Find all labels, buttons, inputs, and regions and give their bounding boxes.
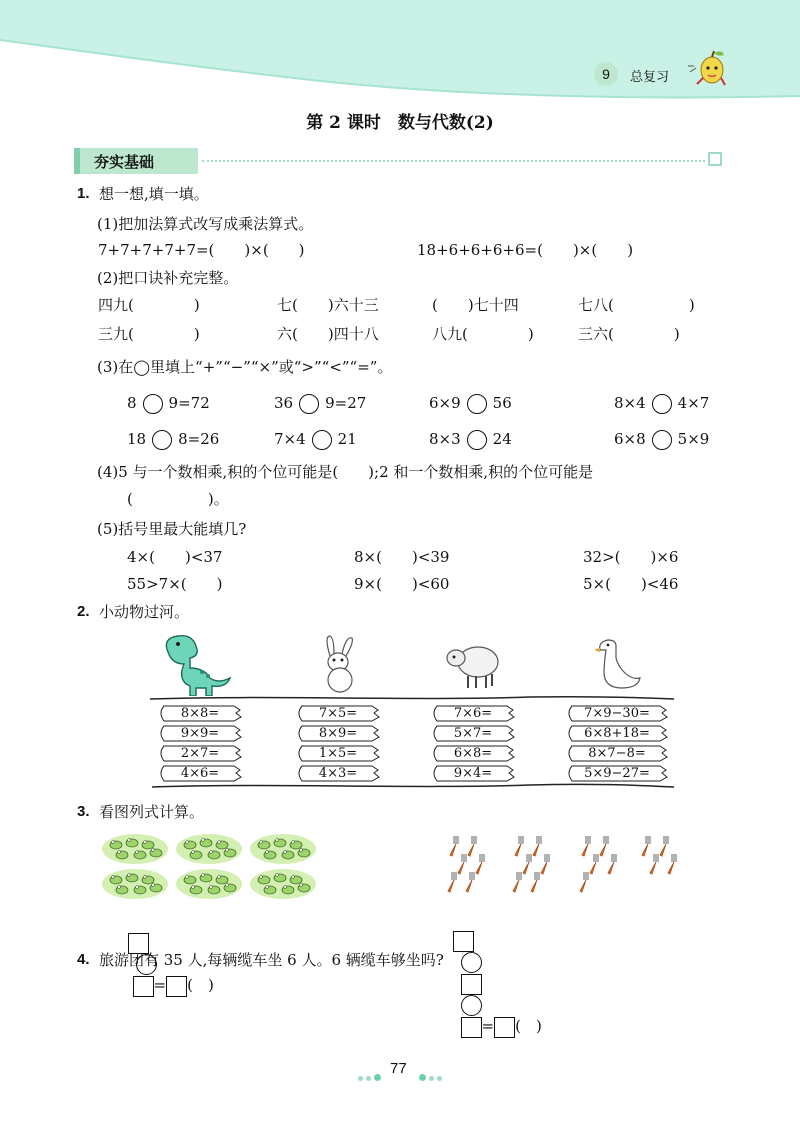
- q1-part5-item: 8×( )<39: [354, 548, 450, 566]
- pear-mascot-icon: [686, 48, 730, 88]
- section-label: 夯实基础: [74, 148, 198, 174]
- q1-part3-item: 36 9=27: [274, 394, 367, 412]
- q1-part5-item: 4×( )<37: [127, 548, 223, 566]
- q1-part2-item: 四九( ): [98, 296, 200, 314]
- q1-part1-eq2: 18+6+6+6+6=( )×( ): [417, 241, 634, 259]
- frog-group-icon: [176, 868, 242, 900]
- answer-circle[interactable]: [143, 394, 163, 414]
- q4-number: 4.: [77, 951, 90, 968]
- river-log-equation: 4×3=: [296, 765, 380, 782]
- carrot-fork-group-icon: [440, 832, 486, 896]
- q1-part4-line2: ( )。: [127, 490, 229, 508]
- river-log-equation: 2×7=: [158, 745, 242, 762]
- answer-box[interactable]: [461, 1017, 482, 1038]
- q1-part2-item: ( )七十四: [432, 296, 519, 314]
- goose-icon: [594, 634, 644, 694]
- frog-group-icon: [250, 833, 316, 865]
- dinosaur-icon: [154, 632, 234, 696]
- answer-circle[interactable]: [467, 430, 487, 450]
- river-log-equation: 5×7=: [431, 725, 515, 742]
- answer-circle[interactable]: [299, 394, 319, 414]
- answer-circle[interactable]: [152, 430, 172, 450]
- river-log-equation: 7×9−30=: [566, 705, 668, 722]
- answer-box[interactable]: [166, 976, 187, 997]
- q2-number: 2.: [77, 603, 90, 620]
- answer-box[interactable]: [494, 1017, 515, 1038]
- page-title: 第 2 课时 数与代数(2): [306, 113, 494, 133]
- frog-group-icon: [250, 868, 316, 900]
- q1-part2-item: 八九( ): [432, 325, 534, 343]
- answer-box[interactable]: [133, 976, 154, 997]
- q1-part1-prompt: (1)把加法算式改写成乘法算式。: [97, 215, 314, 233]
- q1-part3-item: 8×3 24: [429, 430, 512, 448]
- river-log-equation: 9×9=: [158, 725, 242, 742]
- river-log-equation: 4×6=: [158, 765, 242, 782]
- river-log-equation: 7×6=: [431, 705, 515, 722]
- unit-name: 总复习: [630, 70, 670, 85]
- answer-circle[interactable]: [652, 394, 672, 414]
- section-end-square: [708, 152, 722, 166]
- q3-left-equation: = ( ): [118, 912, 214, 997]
- q1-part2-item: 三九( ): [98, 325, 200, 343]
- q1-part2-prompt: (2)把口诀补充完整。: [97, 269, 239, 287]
- q1-part5-item: 9×( )<60: [354, 575, 450, 593]
- q1-part2-item: 六( )四十八: [277, 325, 379, 343]
- section-divider: [202, 160, 705, 162]
- header-band: [0, 0, 800, 110]
- q2-text: 小动物过河。: [99, 603, 190, 621]
- q1-part5-item: 55>7×( ): [127, 575, 223, 593]
- q1-part3-item: 18 8=26: [127, 430, 220, 448]
- river-log-equation: 8×7−8=: [566, 745, 668, 762]
- answer-box[interactable]: [453, 931, 474, 952]
- frog-group-icon: [176, 833, 242, 865]
- answer-box[interactable]: [461, 974, 482, 995]
- frog-group-icon: [102, 868, 168, 900]
- q1-part3-item: 7×4 21: [274, 430, 357, 448]
- q1-part3-item: 8 9=72: [127, 394, 210, 412]
- operator-circle[interactable]: [461, 952, 482, 973]
- q1-part2-item: 三六( ): [578, 325, 680, 343]
- q3-text: 看图列式计算。: [99, 803, 205, 821]
- rabbit-icon: [314, 634, 364, 696]
- answer-circle[interactable]: [467, 394, 487, 414]
- q1-part1-eq1: 7+7+7+7+7=( )×( ): [98, 241, 305, 259]
- q1-part4-line1: (4)5 与一个数相乘,积的个位可能是( );2 和一个数相乘,积的个位可能是: [97, 463, 594, 481]
- river-log-equation: 8×8=: [158, 705, 242, 722]
- answer-circle[interactable]: [312, 430, 332, 450]
- page-number: 77: [390, 1060, 407, 1077]
- river-log-equation: 7×5=: [296, 705, 380, 722]
- q1-part5-prompt: (5)括号里最大能填几?: [97, 520, 247, 538]
- q1-part5-item: 5×( )<46: [583, 575, 679, 593]
- q1-number: 1.: [77, 185, 90, 202]
- q3-right-equation: = ( ): [443, 910, 542, 1038]
- q1-part2-item: 七八( ): [578, 296, 695, 314]
- q1-text: 想一想,填一填。: [99, 185, 209, 203]
- page-number-dots-right: [419, 1066, 442, 1085]
- carrot-fork-group-icon: [505, 832, 551, 896]
- river-log-equation: 6×8+18=: [566, 725, 668, 742]
- q3-number: 3.: [77, 803, 90, 820]
- river-log-equation: 5×9−27=: [566, 765, 668, 782]
- q1-part2-item: 七( )六十三: [277, 296, 379, 314]
- unit-badge: 9: [594, 62, 618, 86]
- answer-circle[interactable]: [652, 430, 672, 450]
- q1-part5-item: 32>( )×6: [583, 548, 679, 566]
- frog-group-icon: [102, 833, 168, 865]
- q1-part3-item: 6×9 56: [429, 394, 512, 412]
- river-log-equation: 1×5=: [296, 745, 380, 762]
- carrot-fork-group-icon: [572, 832, 618, 896]
- q1-part3-prompt: (3)在◯里填上“+”“−”“×”或“>”“<”“=”。: [97, 358, 393, 376]
- page-number-dots-left: [358, 1066, 381, 1085]
- river-log-equation: 6×8=: [431, 745, 515, 762]
- q1-part3-item: 6×8 5×9: [614, 430, 710, 448]
- q4-text: 旅游团有 35 人,每辆缆车坐 6 人。6 辆缆车够坐吗?: [99, 951, 444, 969]
- carrot-fork-group-icon: [632, 832, 678, 896]
- operator-circle[interactable]: [461, 995, 482, 1016]
- river-log-equation: 9×4=: [431, 765, 515, 782]
- river-log-equation: 8×9=: [296, 725, 380, 742]
- sheep-icon: [444, 638, 504, 694]
- q1-part3-item: 8×4 4×7: [614, 394, 710, 412]
